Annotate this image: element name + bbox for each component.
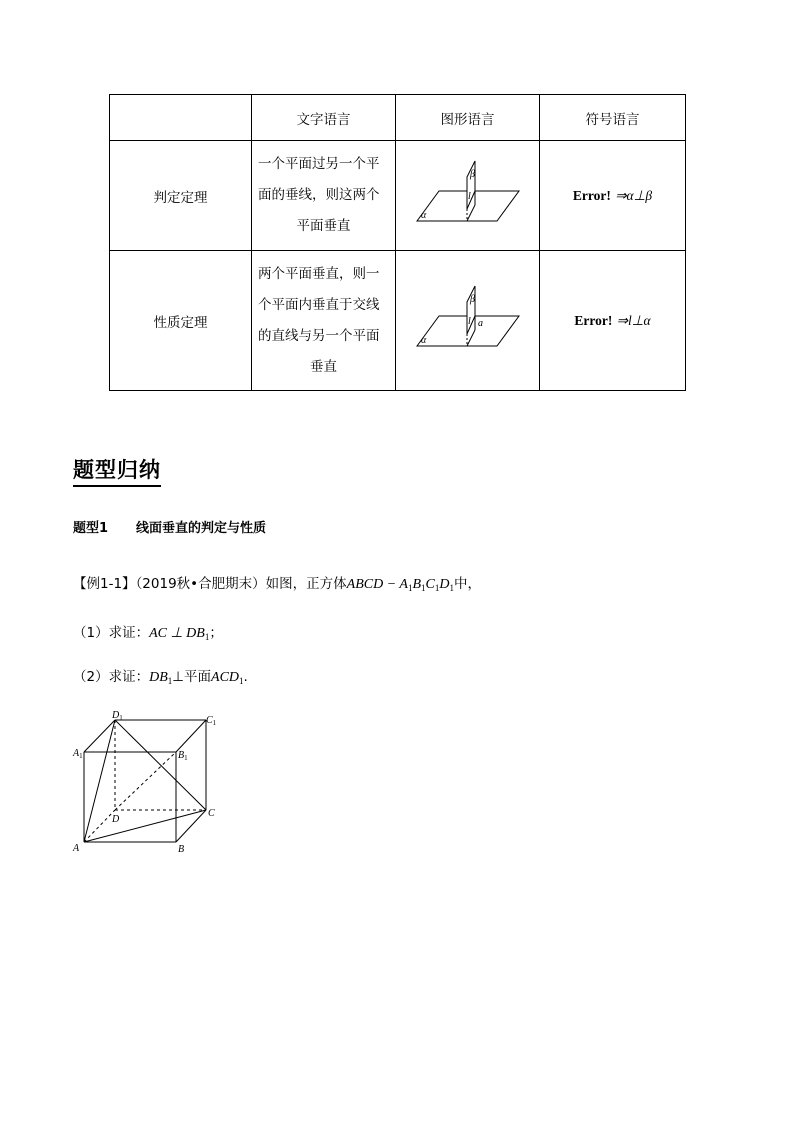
- text-line: 两个平面垂直，则一: [258, 265, 380, 282]
- plane-perpendicular-figure: [413, 284, 523, 354]
- row-symbol-judgment: [540, 141, 686, 251]
- text-line: 垂直: [310, 358, 337, 375]
- text-line: 一个平面过另一个平: [258, 156, 380, 172]
- header-text-language: 文字语言: [252, 95, 396, 141]
- symbol-expression: ⇒l⊥α: [616, 312, 651, 328]
- row-name-judgment: 判定定理: [110, 141, 252, 251]
- example-tail: 中，: [453, 576, 481, 592]
- label-l: l: [467, 315, 471, 327]
- table-row: [110, 251, 686, 391]
- cube-figure: [70, 706, 230, 856]
- question-expr: DB: [149, 670, 168, 685]
- question-2: （2）求证：$DB_1\perp$平面$ACD_1$.: [73, 669, 248, 686]
- header-empty: [110, 95, 252, 141]
- vertex-A: A: [73, 843, 80, 854]
- plane-perpendicular-figure: [413, 159, 523, 229]
- example-source: （2019秋•合肥期末）: [135, 576, 266, 592]
- label-l: l: [467, 190, 471, 202]
- vertex-A1: $A_1$: [73, 748, 83, 760]
- example-statement: 【例1-1】（2019秋•合肥期末）如图，正方体ABCD − $A_1B_1C_1D_1$中，: [73, 576, 481, 593]
- label-beta: β: [469, 168, 475, 180]
- type-label: 题型1: [73, 521, 109, 536]
- question-type-title: [73, 517, 266, 536]
- row-text-judgment: [252, 141, 396, 251]
- theorem-table: [109, 94, 686, 391]
- type-topic: 线面垂直的判定与性质: [136, 521, 267, 536]
- label-a: a: [477, 317, 483, 329]
- text-line: 面的垂线，则这两个: [258, 187, 380, 203]
- text-line: 的直线与另一个平面: [258, 327, 380, 344]
- cube-name: ABCD − A: [346, 577, 408, 592]
- vertex-B: B: [178, 844, 185, 855]
- label-alpha: α: [420, 334, 426, 346]
- row-figure-judgment: [396, 141, 540, 251]
- error-text: Error!: [574, 312, 613, 328]
- vertex-D: D: [112, 814, 120, 825]
- label-beta: β: [469, 293, 475, 305]
- example-text: 如图，正方体: [265, 576, 347, 592]
- table-row: [110, 141, 686, 251]
- error-text: Error!: [572, 187, 611, 203]
- section-title: 题型归纳: [73, 456, 161, 487]
- table-header-row: [110, 95, 686, 141]
- header-figure-language: 图形语言: [396, 95, 540, 141]
- question-label: （2）求证：: [73, 669, 150, 685]
- question-label: （1）求证：: [73, 625, 150, 641]
- question-expr-2: ACD: [211, 670, 240, 685]
- vertex-C1: $C_1$: [206, 715, 217, 727]
- label-alpha: α: [420, 209, 426, 221]
- example-tag: 【例1-1】: [73, 576, 136, 592]
- vertex-C: C: [208, 808, 215, 819]
- question-1: （1）求证：AC ⊥ $DB_1$；: [73, 625, 223, 642]
- text-line: 平面垂直: [296, 218, 351, 234]
- header-symbol-language: 符号语言: [540, 95, 686, 141]
- row-symbol-property: [540, 251, 686, 391]
- symbol-expression: ⇒α⊥β: [615, 187, 653, 203]
- row-figure-property: [396, 251, 540, 391]
- text-line: 个平面内垂直于交线: [258, 296, 380, 313]
- question-expr: AC ⊥ DB: [149, 626, 205, 641]
- row-text-property: [252, 251, 396, 391]
- vertex-B1: $B_1$: [178, 750, 188, 762]
- vertex-D1: $D_1$: [112, 710, 123, 722]
- row-name-property: 性质定理: [110, 251, 252, 391]
